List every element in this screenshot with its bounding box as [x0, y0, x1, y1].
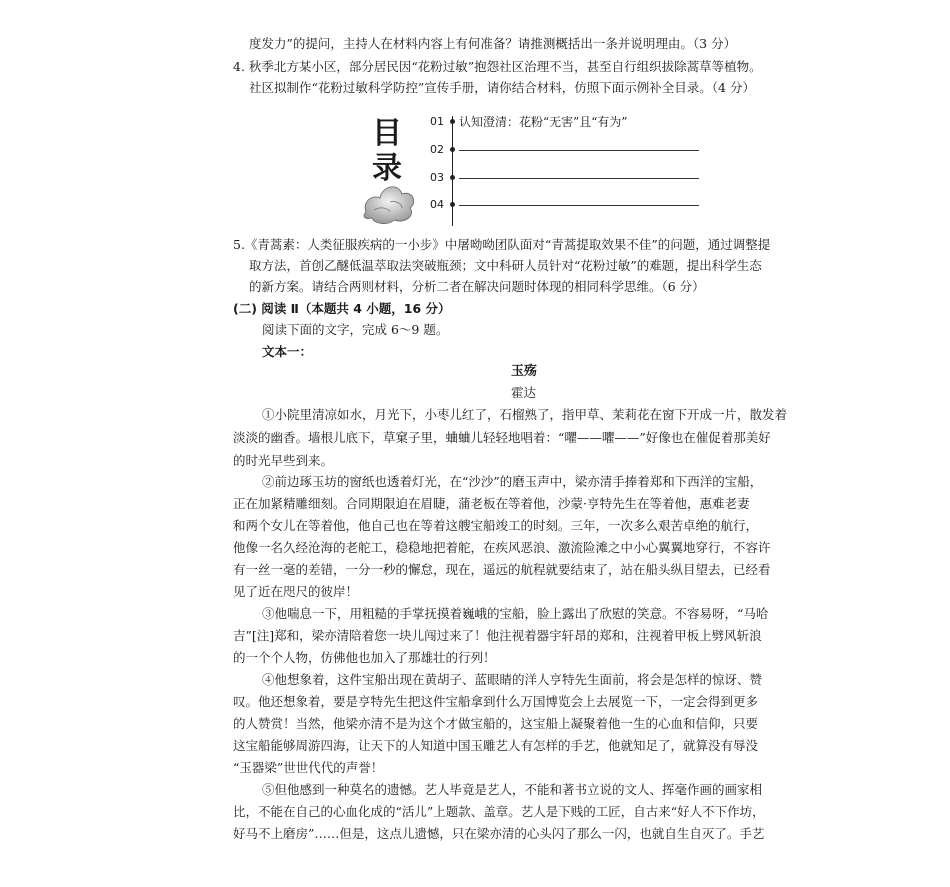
story-author: 霍达 — [511, 385, 537, 400]
paragraph-line: 的人赞赏！当然，他梁亦清不是为这个才做宝船的，这宝船上凝聚着他一生的心血和信仰，只要 — [233, 716, 759, 731]
paragraph-line: “玉器梁”世世代代的声誉！ — [233, 760, 384, 775]
paragraph-line: 好马不上磨房”……但是，这点儿遗憾，只在梁亦清的心头闪了那么一闪，也就自生自灭了。手艺 — [233, 826, 765, 841]
question-5-line-3: 的新方案。请结合两则材料，分析二者在解决问题时体现的相同科学思维。（6 分） — [249, 279, 705, 294]
toc-item-number: 01 — [430, 115, 444, 128]
paragraph-line: 比，不能在自己的心血化成的“活儿”上题款、盖章。艺人是下贱的工匠，自古来“好人不下作坊， — [233, 804, 765, 819]
paragraph-line: ④他想象着，这件宝船出现在黄胡子、蓝眼睛的洋人亨特先生面前，将会是怎样的惊讶、赞 — [262, 672, 763, 687]
toc-answer-blank[interactable] — [459, 205, 699, 206]
toc-item-number: 03 — [430, 171, 444, 184]
toc-answer-blank[interactable] — [459, 150, 699, 151]
reading-instruction: 阅读下面的文字，完成 6～9 题。 — [262, 322, 449, 337]
paragraph-line: 他像一名久经沧海的老舵工，稳稳地把着舵，在疾风恶浪、激流险滩之中小心翼翼地穿行，不容许 — [233, 540, 771, 555]
toc-item-number: 04 — [430, 198, 444, 211]
question-5-line-2: 取方法，首创乙醚低温萃取法突破瓶颈；文中科研人员针对“花粉过敏”的难题，提出科学生态 — [249, 258, 762, 273]
toc-dot — [450, 202, 455, 207]
paragraph-line: ⑤但他感到一种莫名的遗憾。艺人毕竟是艺人，不能和著书立说的文人、挥毫作画的画家相 — [262, 782, 763, 797]
toc-dot — [450, 175, 455, 180]
cloud-decoration — [360, 172, 420, 227]
paragraph-line: 正在加紧精雕细刻。合同期限迫在眉睫，蒲老板在等着他，沙蒙·亨特先生在等着他，惠难老妻 — [233, 496, 750, 511]
paragraph-line: 叹。他还想象着，要是亨特先生把这件宝船拿到什么万国博览会上去展览一下，一定会得到更多 — [233, 694, 759, 709]
story-title: 玉殇 — [511, 364, 538, 379]
toc-answer-blank[interactable] — [459, 178, 699, 179]
paragraph-line: 的时光早些到来。 — [233, 453, 334, 468]
paragraph-line: 见了近在咫尺的彼岸！ — [233, 584, 359, 599]
paragraph-line: 的一个个人物，仿佛他也加入了那雄壮的行列！ — [233, 650, 496, 665]
toc-dot — [450, 147, 455, 152]
toc-dot — [450, 119, 455, 124]
question-4-line-2: 社区拟制作“花粉过敏科学防控”宣传手册，请你结合材料，仿照下面示例补全目录。（4 分） — [249, 80, 755, 95]
paragraph-line: 这宝船能够周游四海，让天下的人知道中国玉雕艺人有怎样的手艺，他就知足了，就算没有辱没 — [233, 738, 759, 753]
section-heading: (二) 阅读 Ⅱ（本题共 4 小题，16 分） — [233, 301, 451, 316]
toc-title-char-2: 录 — [372, 151, 402, 186]
paragraph-line: ①小院里清凉如水，月光下，小枣儿红了，石榴熟了，指甲草、茉莉花在窗下开成一片，散发着 — [262, 407, 788, 422]
paragraph-line: ③他喘息一下，用粗糙的手掌抚摸着巍峨的宝船，脸上露出了欣慰的笑意。不容易呀，“马哈 — [262, 606, 769, 621]
question-3-tail: 度发力”的提问，主持人在材料内容上有何准备？请推测概括出一条并说明理由。（3 分） — [249, 36, 737, 51]
paragraph-line: 吉”[注]郑和，梁亦清陪着您一块儿闯过来了！他注视着器宇轩昂的郑和，注视着甲板上劈风斩浪 — [233, 628, 762, 643]
paragraph-line: 和两个女儿在等着他，他自己也在等着这艘宝船竣工的时刻。三年，一次多么艰苦卓绝的航行， — [233, 518, 759, 533]
paragraph-line: 有一丝一毫的差错，一分一秒的懈怠，现在，遥远的航程就要结束了，站在船头纵目望去，已经看 — [233, 562, 771, 577]
toc-vertical-line — [452, 116, 453, 226]
paragraph-line: ②前边琢玉坊的窗纸也透着灯光，在“沙沙”的磨玉声中，梁亦清手捧着郑和下西洋的宝船， — [262, 474, 763, 489]
question-5-line-1: 5.《青蒿素：人类征服疾病的一小步》中屠呦呦团队面对“青蒿提取效果不佳”的问题，通过调整提 — [233, 237, 771, 252]
toc-item-text: 认知澄清：花粉“无害”且“有为” — [459, 115, 628, 129]
question-4-line-1: 4. 秋季北方某小区，部分居民因“花粉过敏”抱怨社区治理不当，甚至自行组织拔除蒿草等植物。 — [233, 59, 762, 74]
toc-title-char-1: 目 — [372, 116, 402, 151]
paragraph-line: 淡淡的幽香。墙根儿底下，草窠子里，蛐蛐儿轻轻地唱着：“㘗——㘗——”好像也在催促着那美好 — [233, 430, 771, 445]
text-label: 文本一： — [262, 344, 313, 359]
toc-item-number: 02 — [430, 143, 444, 156]
